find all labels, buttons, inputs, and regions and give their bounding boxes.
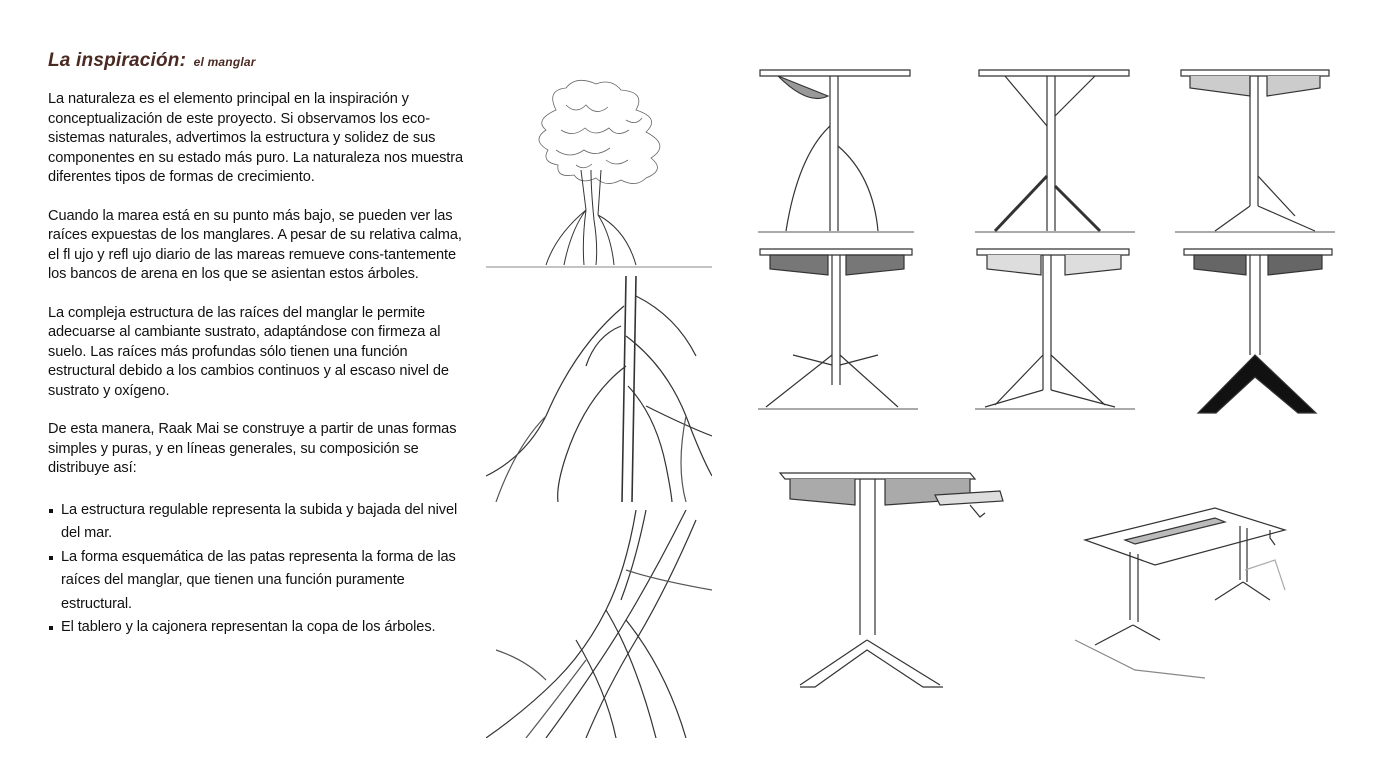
table-leg-sketch-2 [975, 66, 1135, 234]
section-heading [48, 50, 468, 72]
heading-title: La inspiración: [48, 50, 187, 71]
table-leg-sketch-4 [758, 245, 918, 413]
mangrove-roots-closeup-sketch [486, 510, 712, 738]
table-leg-sketch-3 [1175, 66, 1335, 234]
table-leg-sketch-1 [758, 66, 914, 234]
desk-perspective-sketch [1075, 500, 1295, 680]
paragraph-composition: De esta manera, Raak Mai se construye a partir de unas formas simples y puras, y en líneas generales, su composición se distribuye así: [48, 421, 457, 476]
paragraph-tide: Cuando la marea está en su punto más bajo, se pueden ver las raíces expuestas de los manglares. A pesar de su relativa calma, el fl ujo y refl ujo diario de las mareas remueve cons-tantemente los bancos de arena en los que se asientan estos árboles. [48, 207, 462, 282]
bullet-item: La estructura regulable representa la subida y bajada del nivel del mar. [48, 499, 468, 546]
table-leg-sketch-5 [975, 245, 1135, 413]
table-perspective-sketch [775, 465, 1015, 695]
bullet-list [48, 499, 468, 640]
table-leg-sketch-6 [1180, 245, 1340, 415]
paragraph-roots: La compleja estructura de las raíces del manglar le permite adecuarse al cambiante sustrato, adaptándose con firmeza al suelo. Las raíces más profundas sólo tienen una función estructural debido a los cambios continuos y al escaso nivel de sustrato y oxígeno. [48, 304, 449, 399]
bullet-item: El tablero y la cajonera representan la copa de los árboles. [48, 616, 468, 640]
mangrove-roots-sketch [486, 276, 712, 502]
heading-subtitle: el manglar [193, 55, 256, 69]
bullet-item: La forma esquemática de las patas representa la forma de las raíces del manglar, que tienen una función puramente estructural. [48, 546, 468, 617]
paragraph-intro: La naturaleza es el elemento principal en la inspiración y conceptualización de este proyecto. Si observamos los eco-sistemas naturales, advertimos la estructura y solidez de sus componentes en su estado más puro. La naturaleza nos muestra diferentes tipos de formas de crecimiento. [48, 91, 464, 185]
mangrove-tree-sketch [486, 70, 712, 270]
text-column [48, 50, 468, 640]
